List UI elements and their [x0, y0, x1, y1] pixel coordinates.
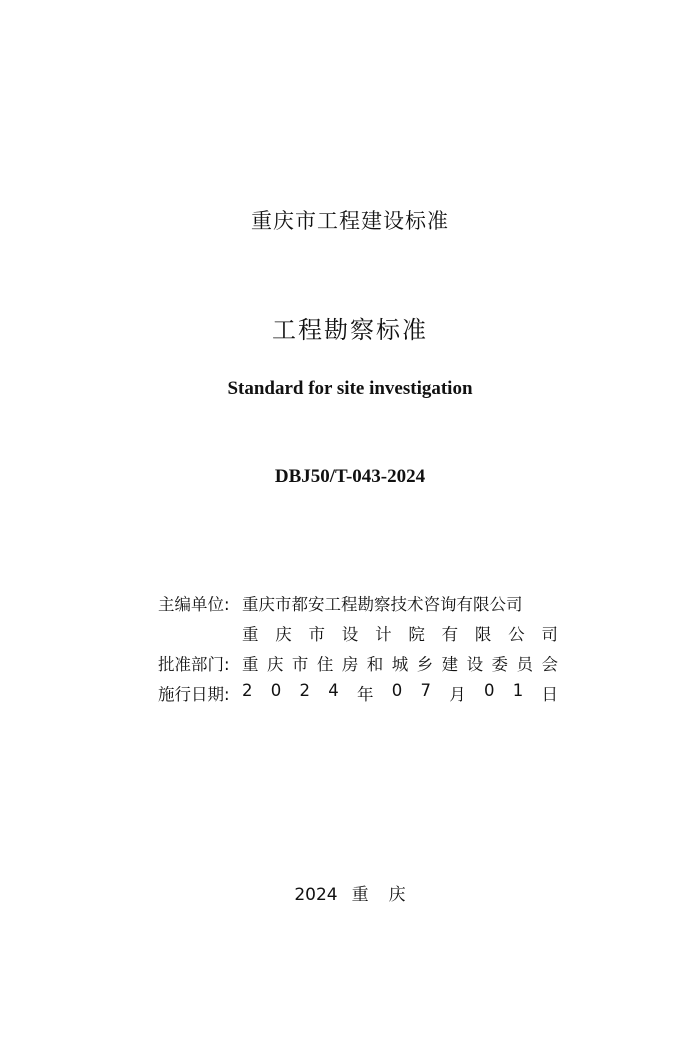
spread-char: 设 — [466, 655, 484, 674]
chief-editor-row — [158, 588, 558, 618]
spread-char: 0 — [484, 681, 495, 700]
spread-char: 2 — [242, 681, 253, 700]
spread-char: 司 — [541, 625, 558, 644]
approval-row — [158, 648, 558, 678]
spread-char: 重 — [242, 625, 259, 644]
spread-char: 重 — [242, 655, 259, 674]
series-title: 重庆市工程建设标准 — [251, 209, 449, 233]
spread-char: 会 — [541, 655, 558, 674]
spread-char: 1 — [512, 681, 524, 700]
chief-editor-label: 主编单位: — [158, 595, 230, 614]
spread-char: 委 — [491, 655, 509, 674]
document-code: DBJ50/T-043-2024 — [274, 466, 426, 487]
spread-char: 房 — [341, 655, 359, 674]
spread-char: 年 — [357, 685, 374, 704]
spread-char: 市 — [308, 625, 326, 644]
chief-editor-value-2 — [242, 621, 558, 645]
document-title-english: Standard for site investigation — [227, 378, 473, 399]
effective-date-label: 施行日期: — [158, 685, 230, 704]
spread-char: 月 — [449, 685, 466, 704]
spread-char: 公 — [508, 625, 525, 644]
chief-editor-value-1: 重庆市都安工程勘察技术咨询有限公司 — [242, 595, 523, 614]
spread-char: 0 — [391, 681, 403, 700]
info-block — [158, 588, 558, 708]
spread-char: 城 — [391, 655, 409, 674]
spread-char: 市 — [291, 655, 309, 674]
spread-char: 有 — [441, 625, 459, 644]
approval-label: 批准部门: — [158, 655, 230, 674]
publish-year: 2024 — [294, 885, 338, 905]
effective-date-value — [242, 681, 558, 705]
spread-char: 4 — [328, 681, 339, 700]
spread-char: 住 — [316, 655, 334, 674]
document-title: 工程勘察标准 — [272, 316, 428, 344]
spread-char: 7 — [420, 681, 431, 700]
spread-char: 庆 — [275, 625, 292, 644]
spread-char: 2 — [299, 681, 310, 700]
publish-city-char-1: 重 — [351, 885, 369, 905]
spread-char: 0 — [270, 681, 282, 700]
spread-char: 日 — [541, 685, 558, 704]
spread-char: 员 — [516, 655, 533, 674]
spread-char: 建 — [441, 655, 459, 674]
spread-char: 计 — [375, 625, 392, 644]
approval-value — [242, 651, 558, 675]
spread-char: 和 — [366, 655, 384, 674]
spread-char: 乡 — [416, 655, 434, 674]
spread-char: 庆 — [266, 655, 284, 674]
spread-char: 设 — [341, 625, 359, 644]
publish-city-char-2: 庆 — [388, 885, 406, 905]
spread-char: 院 — [408, 625, 425, 644]
spread-char: 限 — [474, 625, 492, 644]
chief-editor-row-2 — [158, 618, 558, 648]
footer-publish-info — [0, 880, 700, 905]
effective-date-row — [158, 678, 558, 708]
